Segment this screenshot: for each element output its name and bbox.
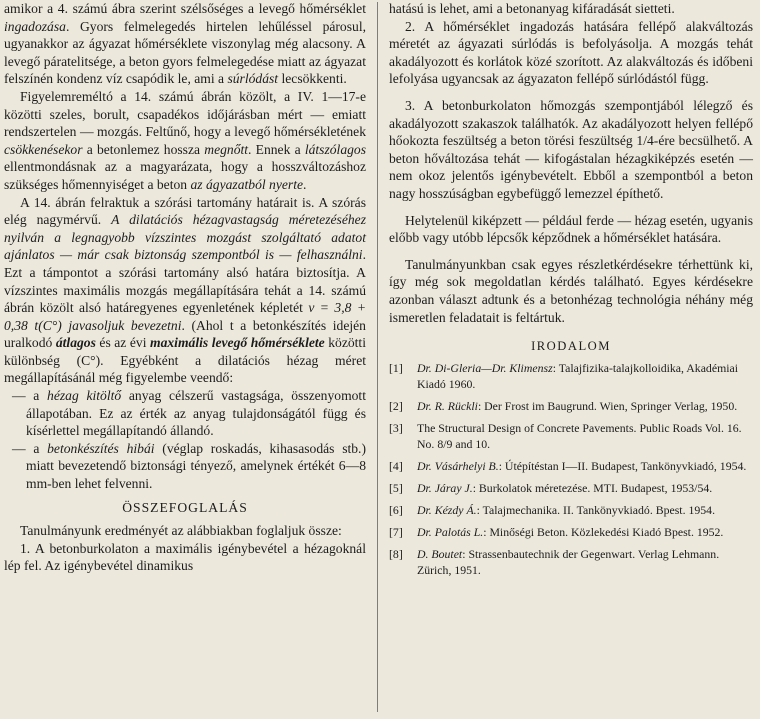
text-run: — a bbox=[12, 388, 48, 404]
emphasis: átlagos bbox=[55, 335, 96, 351]
reference-text bbox=[417, 524, 753, 540]
reference-author: Dr. Járay J. bbox=[417, 480, 473, 495]
text-run: 3. A betonburkolaton hőmozgás szempontjából lélegző és akadályozott szakaszok találhatók. Az akadályozott helyen fellépő hőokozta feszültség a beton törési feszültség bbox=[389, 97, 753, 149]
emphasis: hézag kitöltő bbox=[47, 388, 122, 404]
reference-title: : Burkolatok méretezése. MTI. Budapest, 1953/54. bbox=[472, 480, 713, 495]
paragraph: Tanulmányunkban csak egyes részletkérdésekre térhettünk ki, így még sok megoldatlan kérdés található. Egyes kérdésekre azonban választ adtunk és a betonhézag technológia néhány még ismeretlen feladatait is feltártuk. bbox=[389, 256, 753, 325]
reference-text bbox=[417, 502, 753, 518]
reference-item bbox=[389, 360, 753, 392]
reference-title: : Talajfizika-talajkolloidika, Akadémiai Kiadó 1960. bbox=[417, 360, 739, 391]
text-run: . Gyors felmelegedés hirtelen lehűléssel párosul, ugyanakkor az ágyazat hőmérséklete viszonylag még alacsony. A levegő páratelitsége, a beton gyors felmelegedése miatt az ágyazat felszínén kondenz víz csapódik le, ami a bbox=[4, 18, 366, 87]
paragraph bbox=[4, 88, 366, 194]
reference-text bbox=[417, 458, 753, 474]
reference-text bbox=[417, 546, 753, 578]
emphasis: megnőtt bbox=[204, 141, 249, 157]
paragraph bbox=[4, 0, 366, 88]
reference-author: Dr. Palotás L. bbox=[417, 524, 484, 539]
text-run: lecsökkenti. bbox=[278, 71, 347, 87]
reference-item bbox=[389, 420, 753, 452]
reference-number: [7] bbox=[389, 524, 403, 539]
reference-item bbox=[389, 546, 753, 578]
reference-number: [5] bbox=[389, 480, 403, 495]
paragraph: 2. A hőmérséklet ingadozás hatására fellépő alakváltozás méretét az ágyazati súrlódás is befolyásolja. A mozgás tehát akadályozott és korlátok közé szorított. Az alakváltozás és időbeni lefolyása ugyancsak az ágyazaton fellépő súrlódástól függ. bbox=[389, 18, 753, 87]
reference-item bbox=[389, 458, 753, 474]
reference-text bbox=[417, 398, 753, 414]
reference-item bbox=[389, 398, 753, 414]
text-run: -ére becsülhető. A beton hőváltozása tehát — kifogástalan hézagkiképzés esetén — nem okoz jelentős igénybevételt. Ebből a szempontból a beton nagy hosszúságban egybefüggő lemezzel építhető. bbox=[389, 133, 753, 201]
emphasis: ingadozása bbox=[4, 18, 66, 34]
reference-author: Dr. Vásárhelyi B. bbox=[417, 458, 499, 473]
text-run: . Ezt a támpontot a szórási tartomány alsó határa biztosítja. A vízszintes maximális mozgás megállapítására tehát a 14. számú ábrán közölt alsó határegyenes egyenletének képletét bbox=[4, 247, 366, 316]
text-run: . Ennek a bbox=[248, 141, 305, 157]
text-run: . bbox=[303, 176, 307, 192]
reference-author: Dr. R. Rückli bbox=[417, 398, 478, 413]
paragraph: hatású is lehet, ami a betonanyag kifáradását sietteti. bbox=[389, 1, 675, 16]
emphasis: javasoljuk bevezetni bbox=[68, 317, 182, 333]
list-item bbox=[4, 387, 366, 440]
reference-title: : Strassenbautechnik der Gegenwart. Verlag Lehmann. Zürich, 1951. bbox=[417, 546, 720, 577]
text-run: ellentmondásnak az a magyarázata, hogy a hosszváltozáshoz szükséges hőmennyiséget a beton bbox=[4, 159, 366, 192]
right-column bbox=[389, 0, 753, 584]
reference-author: D. Boutet bbox=[417, 546, 463, 561]
reference-title: The Structural Design of Concrete Pavements. Public Roads Vol. 16. No. 8/9 and 10. bbox=[417, 420, 742, 451]
reference-text bbox=[417, 420, 753, 452]
emphasis: csökkenésekor bbox=[4, 141, 83, 157]
left-column bbox=[4, 0, 366, 575]
reference-number: [8] bbox=[389, 546, 403, 561]
reference-author: Dr. Kézdy Á. bbox=[417, 502, 477, 517]
spacer bbox=[389, 247, 753, 256]
list-item bbox=[4, 440, 366, 493]
references-list bbox=[389, 360, 753, 578]
reference-title: : Minőségi Beton. Közlekedési Kiadó Bpest. 1952. bbox=[483, 524, 724, 539]
reference-text bbox=[417, 360, 753, 392]
references-heading: IRODALOM bbox=[531, 339, 611, 354]
reference-title: : Der Frost im Baugrund. Wien, Springer Verlag, 1950. bbox=[477, 398, 738, 413]
emphasis: maximális levegő hőmérséklete bbox=[150, 335, 325, 351]
paragraph: 1. A betonburkolaton a maximális igénybevétel a hézagoknál lép fel. Az igénybevétel dinamikus bbox=[4, 540, 366, 574]
spacer bbox=[389, 88, 753, 97]
text-run: anyag célszerű vastagsága, összenyomott állapotában. Ez az érték az anyag tulajdonságától függ és kísérlettel megállapítandó állandó. bbox=[26, 388, 366, 439]
formula: ν = 3,8 + 0,38 t(C°) bbox=[4, 300, 366, 333]
reference-number: [1] bbox=[389, 360, 403, 375]
reference-number: [6] bbox=[389, 502, 403, 517]
text-run: A 14. ábrán felraktuk a szórási tartomány határait is. A szórás elég nagymérvű. bbox=[4, 194, 366, 228]
text-run: Figyelemreméltó a 14. számú ábrán közölt, a IV. 1—17-e közötti szeles, borult, csapadékos időjárásban mért — emiatt rendszertelen — mozgás. Feltűnő, hogy a levegő hőmérsékletének bbox=[4, 88, 366, 140]
reference-number: [4] bbox=[389, 458, 403, 473]
text-run: — a bbox=[12, 440, 48, 456]
reference-item bbox=[389, 524, 753, 540]
reference-title: : Útépítéstan I—II. Budapest, Tankönyvkiadó, 1954. bbox=[498, 458, 747, 473]
paragraph bbox=[389, 97, 753, 203]
text-run: közötti különbség (C°). Egyébként a dilatációs hézag méret megállapításánál még figyelembe veendő: bbox=[4, 335, 366, 386]
emphasis: látszólagos bbox=[304, 141, 367, 157]
reference-number: [2] bbox=[389, 398, 403, 413]
emphasis: betonkészítés hibái bbox=[47, 440, 155, 456]
reference-number: [3] bbox=[389, 420, 403, 435]
emphasis: az ágyazatból nyerte bbox=[190, 176, 304, 192]
section-heading: ÖSSZEFOGLALÁS bbox=[122, 499, 248, 515]
reference-author: Dr. Di-Gleria—Dr. Klimensz bbox=[417, 360, 553, 375]
paragraph bbox=[4, 194, 366, 388]
column-divider bbox=[377, 2, 378, 712]
paragraph: Tanulmányunk eredményét az alábbiakban foglaljuk össze: bbox=[20, 523, 342, 539]
text-run: amikor a 4. számú ábra szerint szélsőséges a levegő hőmérséklet bbox=[4, 1, 366, 16]
fraction: 1/4 bbox=[636, 133, 654, 149]
text-run: (véglap roskadás, kihasasodás stb.) miatt bevezetendő biztonsági tényező, amelynek értékét 6—8 mm-ben lehet felvenni. bbox=[26, 440, 366, 492]
reference-title: : Talajmechanika. II. Tankönyvkiadó. Bpest. 1954. bbox=[476, 502, 716, 517]
text-run: . (Ahol t a betonkészítés idején uralkodó bbox=[4, 317, 366, 351]
reference-text bbox=[417, 480, 753, 496]
text-run: és az évi bbox=[95, 335, 151, 351]
reference-item bbox=[389, 480, 753, 496]
emphasis: A dilatációs hézagvastagság méretezéséhez nyilván a legnagyobb vízszintes mozgást szolgáltató adatot ajánlatos — már csak biztonság szempontból is — felhasználni bbox=[4, 212, 366, 263]
paragraph: Helytelenül kiképzett — például ferde — hézag esetén, ugyanis előbb vagy utóbb lépcsők képződnek a hőmérséklet hatására. bbox=[389, 212, 753, 246]
spacer bbox=[389, 203, 753, 212]
reference-item bbox=[389, 502, 753, 518]
emphasis: súrlódást bbox=[227, 71, 279, 87]
text-run: a betonlemez hossza bbox=[82, 141, 205, 157]
